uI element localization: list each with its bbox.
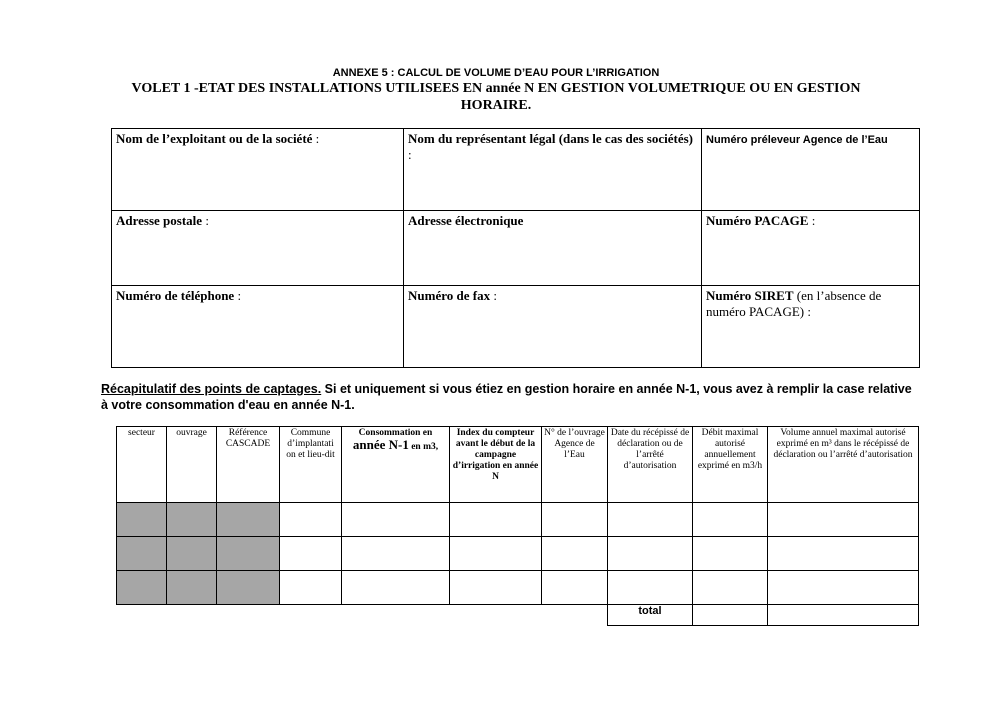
index-cell[interactable] (450, 571, 542, 605)
representant-suffix: : (408, 147, 412, 162)
commune-cell[interactable] (280, 571, 342, 605)
secteur-cell (117, 537, 167, 571)
ouvrage-cell (167, 537, 217, 571)
header-consommation-annee: année N-1 (352, 437, 409, 452)
consommation-cell[interactable] (342, 537, 450, 571)
fax-label: Numéro de fax (408, 288, 491, 303)
telephone-suffix: : (234, 288, 242, 303)
header-volume-annuel: Volume annuel maximal autorisé exprimé en m³ dans le récépissé de déclaration ou l’arrêté d’autorisation (768, 427, 919, 503)
header-index-compteur: Index du compteur avant le début de la campagne d’irrigation en année N (450, 427, 542, 503)
numero-cell[interactable] (542, 571, 608, 605)
exploitant-label: Nom de l’exploitant ou de la société (116, 131, 313, 146)
header-consommation-unit: en m3, (408, 442, 439, 452)
recap-text: Si et uniquement si vous étiez en gestion horaire en année N-1, vous avez à remplir la case relative à votre consommation d'eau en année N-1. (101, 382, 912, 412)
volume-cell[interactable] (768, 571, 919, 605)
recap-title: Récapitulatif des points de captages. (101, 382, 322, 396)
date-cell[interactable] (608, 503, 693, 537)
fax-suffix: : (490, 288, 497, 303)
reference-cell (217, 503, 280, 537)
representant-label: Nom du représentant légal (dans le cas des sociétés) (408, 131, 694, 146)
consommation-cell[interactable] (342, 571, 450, 605)
reference-cell (217, 537, 280, 571)
volume-cell[interactable] (768, 537, 919, 571)
representant-cell[interactable] (404, 129, 702, 211)
exploitant-cell[interactable] (112, 129, 404, 211)
header-secteur: secteur (117, 427, 167, 503)
telephone-cell[interactable] (112, 286, 404, 368)
total-label-cell (608, 605, 693, 626)
siret-suffix: (en l’absence de numéro PACAGE) : (706, 288, 882, 319)
total-debit-cell[interactable] (693, 605, 768, 626)
volume-cell[interactable] (768, 503, 919, 537)
telephone-label: Numéro de téléphone (116, 288, 235, 303)
volet-title: VOLET 1 -ETAT DES INSTALLATIONS UTILISEES EN année N EN GESTION VOLUMETRIQUE OU EN GESTION HORAIRE. (131, 81, 861, 113)
secteur-cell (117, 571, 167, 605)
siret-label: Numéro SIRET (706, 288, 794, 303)
debit-cell[interactable] (693, 571, 768, 605)
total-row (117, 605, 919, 626)
header-consommation-line1: Consommation en (358, 428, 433, 438)
captage-points-table (116, 426, 919, 626)
total-volume-cell[interactable] (768, 605, 919, 626)
header-ouvrage: ouvrage (167, 427, 217, 503)
total-spacer (117, 605, 608, 626)
adresse-cell[interactable] (112, 211, 404, 286)
table-header-row (117, 427, 919, 503)
header-date-recepisse: Date du récépissé de déclaration ou de l’arrêté d’autorisation (608, 427, 693, 503)
debit-cell[interactable] (693, 537, 768, 571)
pacage-suffix: : (808, 213, 816, 228)
fax-cell[interactable] (404, 286, 702, 368)
ouvrage-cell (167, 571, 217, 605)
annex-title: ANNEXE 5 : CALCUL DE VOLUME D’EAU POUR L’IRRIGATION (332, 67, 660, 79)
numero-cell[interactable] (542, 537, 608, 571)
pacage-label: Numéro PACAGE (706, 213, 809, 228)
pacage-cell[interactable] (702, 211, 920, 286)
email-cell[interactable] (404, 211, 702, 286)
exploitant-suffix: : (312, 131, 320, 146)
index-cell[interactable] (450, 503, 542, 537)
adresse-label: Adresse postale (116, 213, 203, 228)
secteur-cell (117, 503, 167, 537)
header-reference-cascade: Référence CASCADE (217, 427, 280, 503)
header-numero-ouvrage: N° de l’ouvrage Agence de l’Eau (542, 427, 608, 503)
ouvrage-cell (167, 503, 217, 537)
commune-cell[interactable] (280, 537, 342, 571)
preleveur-label: Numéro préleveur Agence de l’Eau (706, 134, 888, 146)
date-cell[interactable] (608, 537, 693, 571)
email-label: Adresse électronique (408, 213, 524, 228)
preleveur-cell[interactable] (702, 129, 920, 211)
numero-cell[interactable] (542, 503, 608, 537)
table-row (117, 503, 919, 537)
consommation-cell[interactable] (342, 503, 450, 537)
header-consommation (342, 427, 450, 503)
adresse-suffix: : (202, 213, 209, 228)
date-cell[interactable] (608, 571, 693, 605)
commune-cell[interactable] (280, 503, 342, 537)
recap-paragraph (101, 381, 921, 413)
table-row (117, 537, 919, 571)
debit-cell[interactable] (693, 503, 768, 537)
table-row (117, 571, 919, 605)
exploitant-info-table (111, 128, 920, 368)
header-debit-maximal: Débit maximal autorisé annuellement exprimé en m3/h (693, 427, 768, 503)
reference-cell (217, 571, 280, 605)
index-cell[interactable] (450, 537, 542, 571)
siret-cell[interactable] (702, 286, 920, 368)
header-commune: Commune d’implantati on et lieu-dit (280, 427, 342, 503)
total-label: total (638, 605, 662, 617)
